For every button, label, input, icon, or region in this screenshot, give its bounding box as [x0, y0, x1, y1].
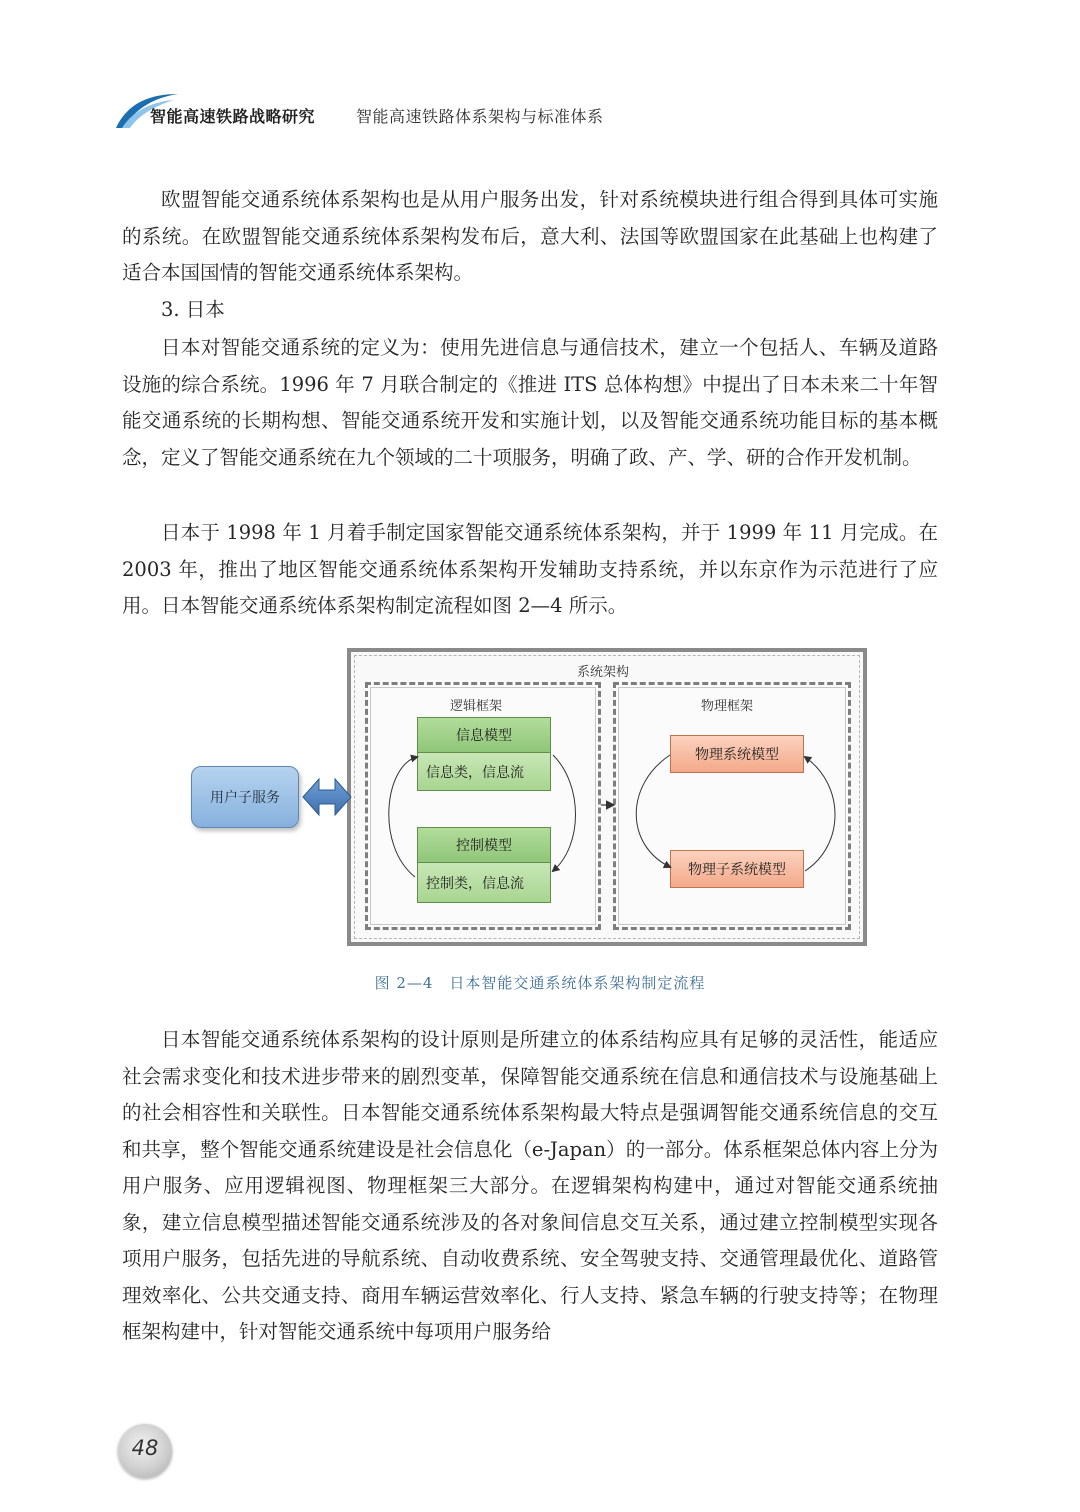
logical-loop-right-arrow — [553, 755, 576, 871]
physical-loop-left-arrow — [636, 755, 670, 867]
physical-loop-right-arrow — [805, 757, 835, 871]
physical-system-model-box: 物理系统模型 — [670, 735, 804, 773]
physical-framework-label: 物理框架 — [701, 699, 754, 714]
logical-framework-label: 逻辑框架 — [450, 699, 503, 714]
book-title: 智能高速铁路战略研究 — [150, 107, 316, 126]
figure-caption: 图 2—4 日本智能交通系统体系架构制定流程 — [374, 974, 706, 992]
user-subservice-box: 用户子服务 — [191, 766, 299, 828]
paragraph-japan-definition: 日本对智能交通系统的定义为：使用先进信息与通信技术，建立一个包括人、车辆及道路设施的综合系统。1996 年 7 月联合制定的《推进 ITS 总体构想》中提出了日本未来二十年智能交通系统的长期构想、智能交通系统开发和实施计划，以及智能交通系统功能目标的基本概念，定义了智能交通系统在九个领域的二十项服务，明确了政、产、学、研的合作开发机制。 — [122, 336, 938, 469]
control-model-detail: 控制类，信息流 — [417, 863, 551, 903]
page-number: 48 — [131, 1436, 159, 1460]
system-architecture-label: 系统架构 — [577, 665, 630, 680]
info-model-detail: 信息类，信息流 — [417, 753, 551, 791]
physical-subsystem-model-box: 物理子系统模型 — [670, 850, 804, 888]
figure-architecture-flow — [185, 645, 870, 950]
page-header — [0, 0, 1080, 140]
control-model-box: 控制模型 — [417, 827, 551, 863]
figure-connectors — [185, 645, 870, 950]
paragraph-japan-principles: 日本智能交通系统体系架构的设计原则是所建立的体系结构应具有足够的灵活性，能适应社会需求变化和技术进步带来的剧烈变革，保障智能交通系统在信息和通信技术与设施基础上的社会相容性和关联性。日本智能交通系统体系架构最大特点是强调智能交通系统信息的交互和共享，整个智能交通系统建设是社会信息化（e-Japan）的一部分。体系框架总体内容上分为用户服务、应用逻辑视图、物理框架三大部分。在逻辑架构构建中，通过对智能交通系统抽象，建立信息模型描述智能交通系统涉及的各对象间信息交互关系，通过建立控制模型实现各项用户服务，包括先进的导航系统、自动收费系统、安全驾驶支持、交通管理最优化、道路管理效率化、公共交通支持、商用车辆运营效率化、行人支持、紧急车辆的行驶支持等；在物理框架构建中，针对智能交通系统中每项用户服务给 — [122, 1028, 938, 1343]
section-heading-japan: 3. 日本 — [161, 298, 225, 321]
paragraph-japan-timeline: 日本于 1998 年 1 月着手制定国家智能交通系统体系架构，并于 1999 年 11 月完成。在 2003 年，推出了地区智能交通系统体系架构开发辅助支持系统，并以东京作为示范进行了应用。日本智能交通系统体系架构制定流程如图 2—4 所示。 — [122, 521, 938, 617]
chapter-title: 智能高速铁路体系架构与标准体系 — [356, 107, 604, 126]
double-arrow-icon — [303, 779, 351, 815]
logical-loop-left-arrow — [389, 757, 417, 877]
info-model-box: 信息模型 — [417, 717, 551, 753]
paragraph-eu: 欧盟智能交通系统体系架构也是从用户服务出发，针对系统模块进行组合得到具体可实施的系统。在欧盟智能交通系统体系架构发布后，意大利、法国等欧盟国家在此基础上也构建了适合本国国情的智能交通系统体系架构。 — [122, 188, 938, 284]
